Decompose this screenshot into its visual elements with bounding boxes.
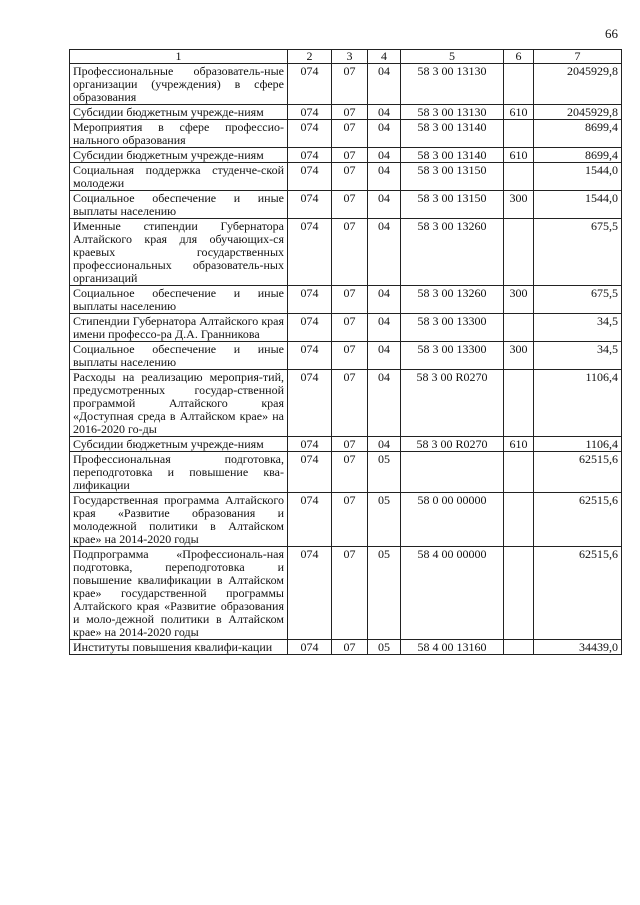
row-rz: 07 <box>332 219 368 286</box>
col-header-pr: 4 <box>368 50 401 64</box>
row-pr: 04 <box>368 342 401 370</box>
col-header-vr: 6 <box>504 50 534 64</box>
row-pr: 05 <box>368 640 401 655</box>
table-row <box>70 286 622 314</box>
row-sum: 1106,4 <box>534 370 622 437</box>
row-rz: 07 <box>332 163 368 191</box>
row-ved: 074 <box>288 286 332 314</box>
row-name: Подпрограмма «Профессиональ-ная подготовка, переподготовка и повышение квалификации в Алтайском крае» государственной программы Алтайского края «Развитие образования и моло-дежной политики в Алтайском крае» на 2014-2020 годы <box>70 547 288 640</box>
row-rz: 07 <box>332 191 368 219</box>
row-pr: 04 <box>368 370 401 437</box>
row-name: Расходы на реализацию мероприя-тий, предусмотренных государ-ственной программой Алтайского края «Доступная среда в Алтайском крае» на 2016-2020 го-ды <box>70 370 288 437</box>
table-row <box>70 452 622 493</box>
row-sum: 8699,4 <box>534 120 622 148</box>
row-ved: 074 <box>288 640 332 655</box>
row-pr: 04 <box>368 437 401 452</box>
table-row <box>70 148 622 163</box>
row-rz: 07 <box>332 452 368 493</box>
row-ved: 074 <box>288 191 332 219</box>
row-rz: 07 <box>332 120 368 148</box>
row-ved: 074 <box>288 163 332 191</box>
row-csr: 58 3 00 13140 <box>401 148 504 163</box>
row-pr: 04 <box>368 219 401 286</box>
row-name: Субсидии бюджетным учрежде-ниям <box>70 148 288 163</box>
row-name: Мероприятия в сфере профессио-нального образования <box>70 120 288 148</box>
row-sum: 1544,0 <box>534 191 622 219</box>
row-pr: 04 <box>368 64 401 105</box>
row-pr: 04 <box>368 163 401 191</box>
row-rz: 07 <box>332 370 368 437</box>
row-csr <box>401 452 504 493</box>
row-ved: 074 <box>288 219 332 286</box>
row-vr <box>504 547 534 640</box>
row-pr: 05 <box>368 493 401 547</box>
row-vr: 610 <box>504 148 534 163</box>
row-sum: 1106,4 <box>534 437 622 452</box>
row-rz: 07 <box>332 105 368 120</box>
row-sum: 62515,6 <box>534 452 622 493</box>
row-vr: 610 <box>504 437 534 452</box>
row-rz: 07 <box>332 493 368 547</box>
row-sum: 34,5 <box>534 314 622 342</box>
row-rz: 07 <box>332 547 368 640</box>
row-csr: 58 3 00 13260 <box>401 286 504 314</box>
row-vr: 300 <box>504 286 534 314</box>
table-row <box>70 120 622 148</box>
row-rz: 07 <box>332 64 368 105</box>
row-csr: 58 3 00 13300 <box>401 342 504 370</box>
row-name: Профессиональные образователь-ные организации (учреждения) в сфере образования <box>70 64 288 105</box>
row-pr: 04 <box>368 120 401 148</box>
row-sum: 34439,0 <box>534 640 622 655</box>
row-name: Социальное обеспечение и иные выплаты населению <box>70 286 288 314</box>
table-row <box>70 342 622 370</box>
row-pr: 04 <box>368 148 401 163</box>
row-ved: 074 <box>288 148 332 163</box>
row-ved: 074 <box>288 493 332 547</box>
row-vr: 300 <box>504 342 534 370</box>
row-csr: 58 3 00 13300 <box>401 314 504 342</box>
row-name: Именные стипендии Губернатора Алтайского края для обучающих-ся краевых государственных профессиональных образователь-ных организаций <box>70 219 288 286</box>
row-csr: 58 4 00 13160 <box>401 640 504 655</box>
row-ved: 074 <box>288 342 332 370</box>
row-vr: 300 <box>504 191 534 219</box>
row-pr: 04 <box>368 314 401 342</box>
col-header-name: 1 <box>70 50 288 64</box>
row-ved: 074 <box>288 314 332 342</box>
table-row <box>70 437 622 452</box>
table-row <box>70 493 622 547</box>
row-pr: 04 <box>368 286 401 314</box>
row-sum: 34,5 <box>534 342 622 370</box>
row-pr: 04 <box>368 105 401 120</box>
row-name: Социальное обеспечение и иные выплаты населению <box>70 342 288 370</box>
row-rz: 07 <box>332 640 368 655</box>
row-csr: 58 4 00 00000 <box>401 547 504 640</box>
row-rz: 07 <box>332 437 368 452</box>
row-csr: 58 3 00 13130 <box>401 64 504 105</box>
row-name: Субсидии бюджетным учрежде-ниям <box>70 105 288 120</box>
row-ved: 074 <box>288 120 332 148</box>
row-vr <box>504 219 534 286</box>
budget-table <box>69 49 622 655</box>
row-sum: 675,5 <box>534 219 622 286</box>
row-ved: 074 <box>288 105 332 120</box>
row-csr: 58 0 00 00000 <box>401 493 504 547</box>
table-row <box>70 547 622 640</box>
row-name: Стипендии Губернатора Алтайского края имени профессо-ра Д.А. Гранникова <box>70 314 288 342</box>
row-pr: 04 <box>368 191 401 219</box>
row-vr <box>504 314 534 342</box>
col-header-rz: 3 <box>332 50 368 64</box>
row-sum: 2045929,8 <box>534 105 622 120</box>
row-name: Институты повышения квалифи-кации <box>70 640 288 655</box>
row-rz: 07 <box>332 342 368 370</box>
row-ved: 074 <box>288 452 332 493</box>
row-ved: 074 <box>288 547 332 640</box>
row-rz: 07 <box>332 286 368 314</box>
row-sum: 1544,0 <box>534 163 622 191</box>
table-row <box>70 163 622 191</box>
row-name: Социальное обеспечение и иные выплаты населению <box>70 191 288 219</box>
table-row <box>70 191 622 219</box>
row-csr: 58 3 00 R0270 <box>401 370 504 437</box>
row-vr <box>504 120 534 148</box>
table-row <box>70 314 622 342</box>
row-csr: 58 3 00 13150 <box>401 163 504 191</box>
row-sum: 8699,4 <box>534 148 622 163</box>
row-vr <box>504 64 534 105</box>
row-sum: 62515,6 <box>534 493 622 547</box>
header-row <box>70 50 622 64</box>
table-row <box>70 64 622 105</box>
row-ved: 074 <box>288 370 332 437</box>
row-sum: 62515,6 <box>534 547 622 640</box>
page-number: 66 <box>605 26 618 41</box>
row-csr: 58 3 00 R0270 <box>401 437 504 452</box>
row-csr: 58 3 00 13140 <box>401 120 504 148</box>
row-name: Государственная программа Алтайского края «Развитие образования и молодежной политики в Алтайском крае» на 2014-2020 годы <box>70 493 288 547</box>
row-pr: 05 <box>368 547 401 640</box>
table-row <box>70 105 622 120</box>
row-csr: 58 3 00 13150 <box>401 191 504 219</box>
row-csr: 58 3 00 13130 <box>401 105 504 120</box>
row-rz: 07 <box>332 314 368 342</box>
table-row <box>70 640 622 655</box>
row-vr <box>504 493 534 547</box>
row-rz: 07 <box>332 148 368 163</box>
row-vr <box>504 370 534 437</box>
col-header-csr: 5 <box>401 50 504 64</box>
row-vr <box>504 640 534 655</box>
table-row <box>70 370 622 437</box>
row-sum: 2045929,8 <box>534 64 622 105</box>
col-header-ved: 2 <box>288 50 332 64</box>
table-row <box>70 219 622 286</box>
row-vr <box>504 452 534 493</box>
row-name: Социальная поддержка студенче-ской молодежи <box>70 163 288 191</box>
row-sum: 675,5 <box>534 286 622 314</box>
row-vr: 610 <box>504 105 534 120</box>
row-name: Профессиональная подготовка, переподготовка и повышение ква-лификации <box>70 452 288 493</box>
row-vr <box>504 163 534 191</box>
row-ved: 074 <box>288 64 332 105</box>
row-csr: 58 3 00 13260 <box>401 219 504 286</box>
col-header-sum: 7 <box>534 50 622 64</box>
row-pr: 05 <box>368 452 401 493</box>
row-name: Субсидии бюджетным учрежде-ниям <box>70 437 288 452</box>
row-ved: 074 <box>288 437 332 452</box>
